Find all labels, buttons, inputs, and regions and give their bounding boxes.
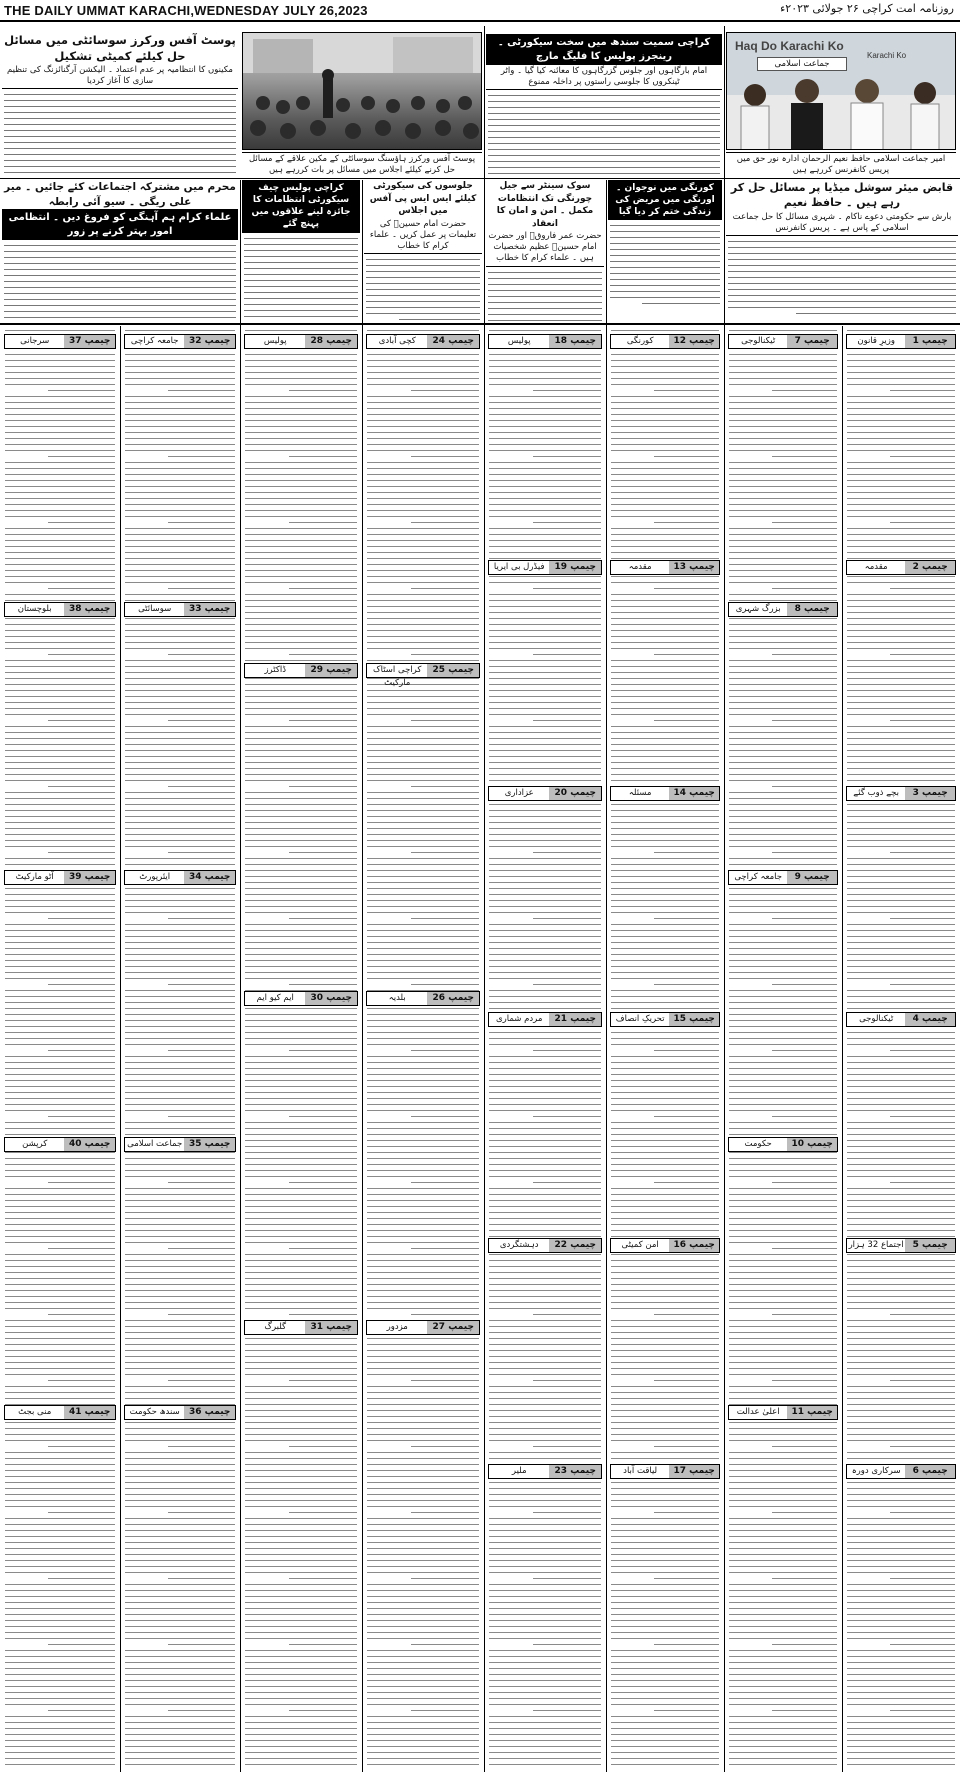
listing-body-text	[242, 326, 360, 1772]
listing-number: چیمپ 6	[905, 1465, 955, 1478]
listing-area: آٹو مارکیٹ	[15, 872, 54, 882]
masthead	[0, 0, 960, 22]
subhead: مکینوں کا انتظامیہ پر عدم اعتماد ۔ الیکشن آرگنائزنگ کی تنظیم سازی کا آغاز کردیا	[2, 64, 238, 89]
listing-heading	[846, 786, 956, 801]
listing-column-4	[486, 326, 604, 1772]
listing-area: عزاداری	[504, 788, 534, 798]
subhead: حضرت امام حسینؓ کی تعلیمات پر عمل کریں ۔ علماء کرام کا خطاب	[364, 218, 482, 254]
listing-area: مزدور	[386, 1322, 408, 1332]
listing-heading	[846, 560, 956, 575]
listing-column-2	[726, 326, 840, 1772]
listing-heading	[244, 991, 358, 1006]
listing-heading	[124, 870, 236, 885]
headline: پوسٹ آفس ورکرز سوسائٹی میں مسائل حل کیلئے کمیٹی تشکیل	[4, 33, 236, 64]
listing-number: چیمپ 4	[905, 1013, 955, 1026]
listing-number: چیمپ 10	[787, 1138, 837, 1151]
listing-heading	[366, 1320, 480, 1335]
listing-number: چیمپ 11	[787, 1406, 837, 1419]
listing-number: چیمپ 3	[905, 787, 955, 800]
listing-area: مقدمہ	[864, 562, 888, 572]
headline: جلوسوں کی سیکورٹی کیلئے ایس ایس پی آفس میں اجلاس	[369, 181, 477, 217]
party-banner: جماعت اسلامی	[757, 57, 847, 71]
listing-area: کچی آبادی	[378, 336, 416, 346]
listing-area: اجتماع 32 ہزار	[848, 1240, 904, 1250]
meeting-photo-caption: پوسٹ آفس ورکرز ہاؤسنگ سوسائٹی کے مکین علاقے کے مسائل حل کرنے کیلئے اجلاس میں مسائل پر بات کررہے ہیں	[242, 152, 482, 177]
listing-area: گلبرگ	[264, 1322, 287, 1332]
listing-body-text	[608, 326, 722, 1772]
listing-number: چیمپ 17	[669, 1465, 719, 1478]
newspaper-urdu-dateline: روزنامہ امت کراچی ۲۶ جولائی ۲۰۲۳ء	[780, 2, 954, 15]
meeting-photo	[242, 32, 482, 150]
second-story-3	[364, 180, 482, 322]
listing-number: چیمپ 7	[787, 335, 837, 348]
listing-heading	[4, 1137, 116, 1152]
listing-number: چیمپ 13	[669, 561, 719, 574]
listing-number: چیمپ 21	[549, 1013, 601, 1026]
listing-number: چیمپ 30	[305, 992, 357, 1005]
listing-heading	[846, 1464, 956, 1479]
listing-number: چیمپ 8	[787, 603, 837, 616]
listing-body-text	[486, 326, 604, 1772]
column-rule	[240, 180, 241, 1772]
story-body	[726, 236, 958, 322]
top-band	[0, 26, 960, 176]
listing-number: چیمپ 32	[184, 335, 235, 348]
listing-number: چیمپ 34	[184, 871, 235, 884]
listing-heading	[366, 663, 480, 688]
listing-heading	[610, 560, 720, 575]
listing-number: چیمپ 15	[669, 1013, 719, 1026]
listing-area: سندھ حکومت	[129, 1407, 180, 1417]
listing-area: جامعہ کراچی	[734, 872, 782, 882]
listing-area: دہشتگردی	[499, 1240, 539, 1250]
second-story-4	[486, 180, 604, 322]
listing-area: سرکاری دورہ	[851, 1466, 901, 1476]
listing-area: اعلیٰ عدالت	[736, 1407, 780, 1417]
listing-heading	[846, 1238, 956, 1253]
listing-area: بلوچستان	[17, 604, 52, 614]
top-story-sindh-security	[486, 26, 722, 176]
listing-column-3	[608, 326, 722, 1772]
headline: محرم میں مشترکہ اجتماعات کئے جائیں ۔ میر علی ریگی ۔ سیو آئی رابطہ	[4, 181, 236, 208]
subhead: امام بارگاہوں اور جلوس گزرگاہوں کا معائنہ کیا گیا ۔ واٹر ٹینکروں کا جلوسی راستوں پر داخلہ ممنوع	[486, 65, 722, 90]
press-conference-photo	[726, 32, 956, 150]
listing-area: کورنگی	[626, 336, 654, 346]
listing-heading	[610, 1012, 720, 1027]
listing-number: چیمپ 33	[184, 603, 235, 616]
listing-number: چیمپ 36	[184, 1406, 235, 1419]
listing-area: وزیرِ قانون	[857, 336, 895, 346]
listing-heading	[728, 334, 838, 349]
headline: قابض میئر سوشل میڈیا پر مسائل حل کر رہے ہیں ۔ حافظ نعیم	[730, 181, 954, 210]
listing-number: چیمپ 27	[427, 1321, 479, 1334]
listing-heading	[610, 334, 720, 349]
column-rule	[120, 326, 121, 1772]
listing-number: چیمپ 37	[64, 335, 115, 348]
divider	[0, 178, 960, 179]
listing-column-1	[844, 326, 958, 1772]
story-body	[608, 220, 722, 320]
listing-heading	[488, 1464, 602, 1479]
listing-area: ٹیکنالوجی	[741, 336, 776, 346]
listing-heading	[244, 334, 358, 349]
listing-area: پولیس	[507, 336, 531, 346]
listing-number: چیمپ 29	[305, 664, 357, 677]
listing-number: چیمپ 41	[64, 1406, 115, 1419]
listing-heading	[244, 663, 358, 678]
listing-heading	[846, 1012, 956, 1027]
listing-area: امن کمیٹی	[621, 1240, 659, 1250]
story-body	[486, 90, 722, 176]
listing-number: چیمپ 14	[669, 787, 719, 800]
listing-heading	[366, 991, 480, 1006]
listing-area: سرجانی	[20, 336, 50, 346]
listing-heading	[610, 786, 720, 801]
listing-column-7	[122, 326, 238, 1772]
listing-number: چیمپ 9	[787, 871, 837, 884]
newspaper-english-title: THE DAILY UMMAT KARACHI,WEDNESDAY JULY 26,2023	[4, 3, 368, 18]
listing-number: چیمپ 39	[64, 871, 115, 884]
speakers-illustration	[727, 33, 956, 150]
top-story-post-office	[2, 26, 238, 176]
listing-area: کرپشن	[22, 1139, 48, 1149]
listing-number: چیمپ 1	[905, 335, 955, 348]
headline: سوک سینٹر سے جیل چورنگی تک انتظامات مکمل ۔ امن و امان کا انعقاد	[496, 181, 594, 229]
listing-column-8	[2, 326, 118, 1772]
backdrop-text: Haq Do Karachi Ko	[735, 39, 844, 53]
crowd-illustration	[243, 33, 482, 150]
column-rule	[724, 26, 725, 1772]
backdrop-text-2: Karachi Ko	[867, 51, 907, 60]
column-rule	[842, 326, 843, 1772]
listing-area: جامعہ کراچی	[130, 336, 179, 346]
listing-number: چیمپ 24	[427, 335, 479, 348]
listing-area: تحریکِ انصاف	[615, 1014, 665, 1024]
listing-number: چیمپ 28	[305, 335, 357, 348]
listing-area: منی بجٹ	[18, 1407, 52, 1417]
listing-body-text	[122, 326, 238, 1772]
listing-area: ملیر	[511, 1466, 527, 1476]
listing-heading	[488, 786, 602, 801]
listing-heading	[124, 1405, 236, 1420]
listing-number: چیمپ 12	[669, 335, 719, 348]
listing-area: پولیس	[263, 336, 287, 346]
listing-number: چیمپ 25	[427, 664, 479, 677]
second-story-6	[726, 180, 958, 322]
listing-heading	[366, 334, 480, 349]
listing-number: چیمپ 18	[549, 335, 601, 348]
listing-heading	[728, 1137, 838, 1152]
headline: کورنگی میں نوجوان ۔ اورنگی میں مریض کی زندگی ختم کر دیا گیا	[608, 180, 722, 220]
listing-heading	[244, 1320, 358, 1335]
second-story-5	[608, 180, 722, 322]
story-body	[2, 240, 238, 322]
listing-area: مسئلہ	[628, 788, 652, 798]
listing-area: حکومت	[744, 1139, 772, 1149]
listing-heading	[488, 560, 602, 575]
listing-heading	[4, 1405, 116, 1420]
listing-number: چیمپ 2	[905, 561, 955, 574]
listing-heading	[728, 870, 838, 885]
second-story-2	[242, 180, 360, 322]
listing-heading	[4, 870, 116, 885]
story-body	[486, 267, 604, 322]
listing-column-6	[242, 326, 360, 1772]
divider	[0, 323, 960, 325]
listing-heading	[610, 1238, 720, 1253]
listing-heading	[488, 1012, 602, 1027]
listing-area: لیاقت آباد	[623, 1466, 658, 1476]
listing-number: چیمپ 19	[549, 561, 601, 574]
listing-heading	[124, 334, 236, 349]
subhead: حضرت عمر فاروقؓ اور حضرت امام حسینؓ عظیم شخصیات ہیں ۔ علماء کرام کا خطاب	[486, 230, 604, 266]
listing-number: چیمپ 5	[905, 1239, 955, 1252]
listing-body-text	[844, 326, 958, 1772]
listing-number: چیمپ 38	[64, 603, 115, 616]
second-story-1	[2, 180, 238, 322]
story-body	[2, 89, 238, 176]
headline: کراچی سمیت سندھ میں سخت سیکورٹی ۔ رینجرز پولیس کا فلیگ مارچ	[486, 34, 722, 65]
listing-area: کراچی اسٹاک مارکیٹ	[373, 665, 422, 688]
listing-number: چیمپ 26	[427, 992, 479, 1005]
subhead: علماء کرام ہم آہنگی کو فروغ دیں ۔ انتظامی امور بہتر کرنے پر زور	[2, 209, 238, 240]
listing-area: بزرگ شہری	[735, 604, 781, 614]
listing-area: بلدیہ	[388, 993, 406, 1003]
story-body	[364, 254, 482, 322]
headline: کراچی پولیس چیف سیکورٹی انتظامات کا جائزہ لینے علاقوں میں پہنچ گئے	[242, 180, 360, 233]
listing-body-text	[726, 326, 840, 1772]
press-conference-caption: امیر جماعت اسلامی حافظ نعیم الرحمان ادارہ نور حق میں پریس کانفرنس کررہے ہیں	[726, 152, 956, 177]
subhead: بارش سے حکومتی دعوے ناکام ۔ شہری مسائل کا حل جماعت اسلامی کے پاس ہے ۔ پریس کانفرنس	[726, 211, 958, 236]
listing-area: فیڈرل بی ایریا	[493, 562, 545, 572]
listing-heading	[4, 334, 116, 349]
listing-heading	[124, 1137, 236, 1152]
column-rule	[606, 180, 607, 1772]
listing-body-text	[2, 326, 118, 1772]
listing-number: چیمپ 20	[549, 787, 601, 800]
story-body	[242, 233, 360, 322]
listing-number: چیمپ 35	[184, 1138, 235, 1151]
listing-heading	[4, 602, 116, 617]
listing-heading	[488, 1238, 602, 1253]
listing-body-text	[364, 326, 482, 1772]
listing-area: مردم شماری	[496, 1014, 543, 1024]
listing-area: ایم کیو ایم	[256, 993, 294, 1003]
listing-heading	[728, 1405, 838, 1420]
listing-column-5	[364, 326, 482, 1772]
listing-area: جماعت اسلامی	[127, 1139, 183, 1149]
listing-heading	[124, 602, 236, 617]
listing-area: ایئرپورٹ	[139, 872, 171, 882]
listing-number: چیمپ 22	[549, 1239, 601, 1252]
listing-heading	[610, 1464, 720, 1479]
listing-heading	[488, 334, 602, 349]
listing-area: ڈاکٹرز	[264, 665, 287, 675]
listing-area: سوسائٹی	[138, 604, 172, 614]
listing-heading	[728, 602, 838, 617]
listing-area: ٹیکنالوجی	[859, 1014, 894, 1024]
listing-number: چیمپ 40	[64, 1138, 115, 1151]
listing-number: چیمپ 31	[305, 1321, 357, 1334]
listing-heading	[846, 334, 956, 349]
listing-area: مقدمہ	[628, 562, 652, 572]
listing-area: بچے ذوب گئے	[853, 788, 900, 798]
column-rule	[484, 26, 485, 1772]
listing-number: چیمپ 16	[669, 1239, 719, 1252]
listing-number: چیمپ 23	[549, 1465, 601, 1478]
column-rule	[362, 180, 363, 1772]
